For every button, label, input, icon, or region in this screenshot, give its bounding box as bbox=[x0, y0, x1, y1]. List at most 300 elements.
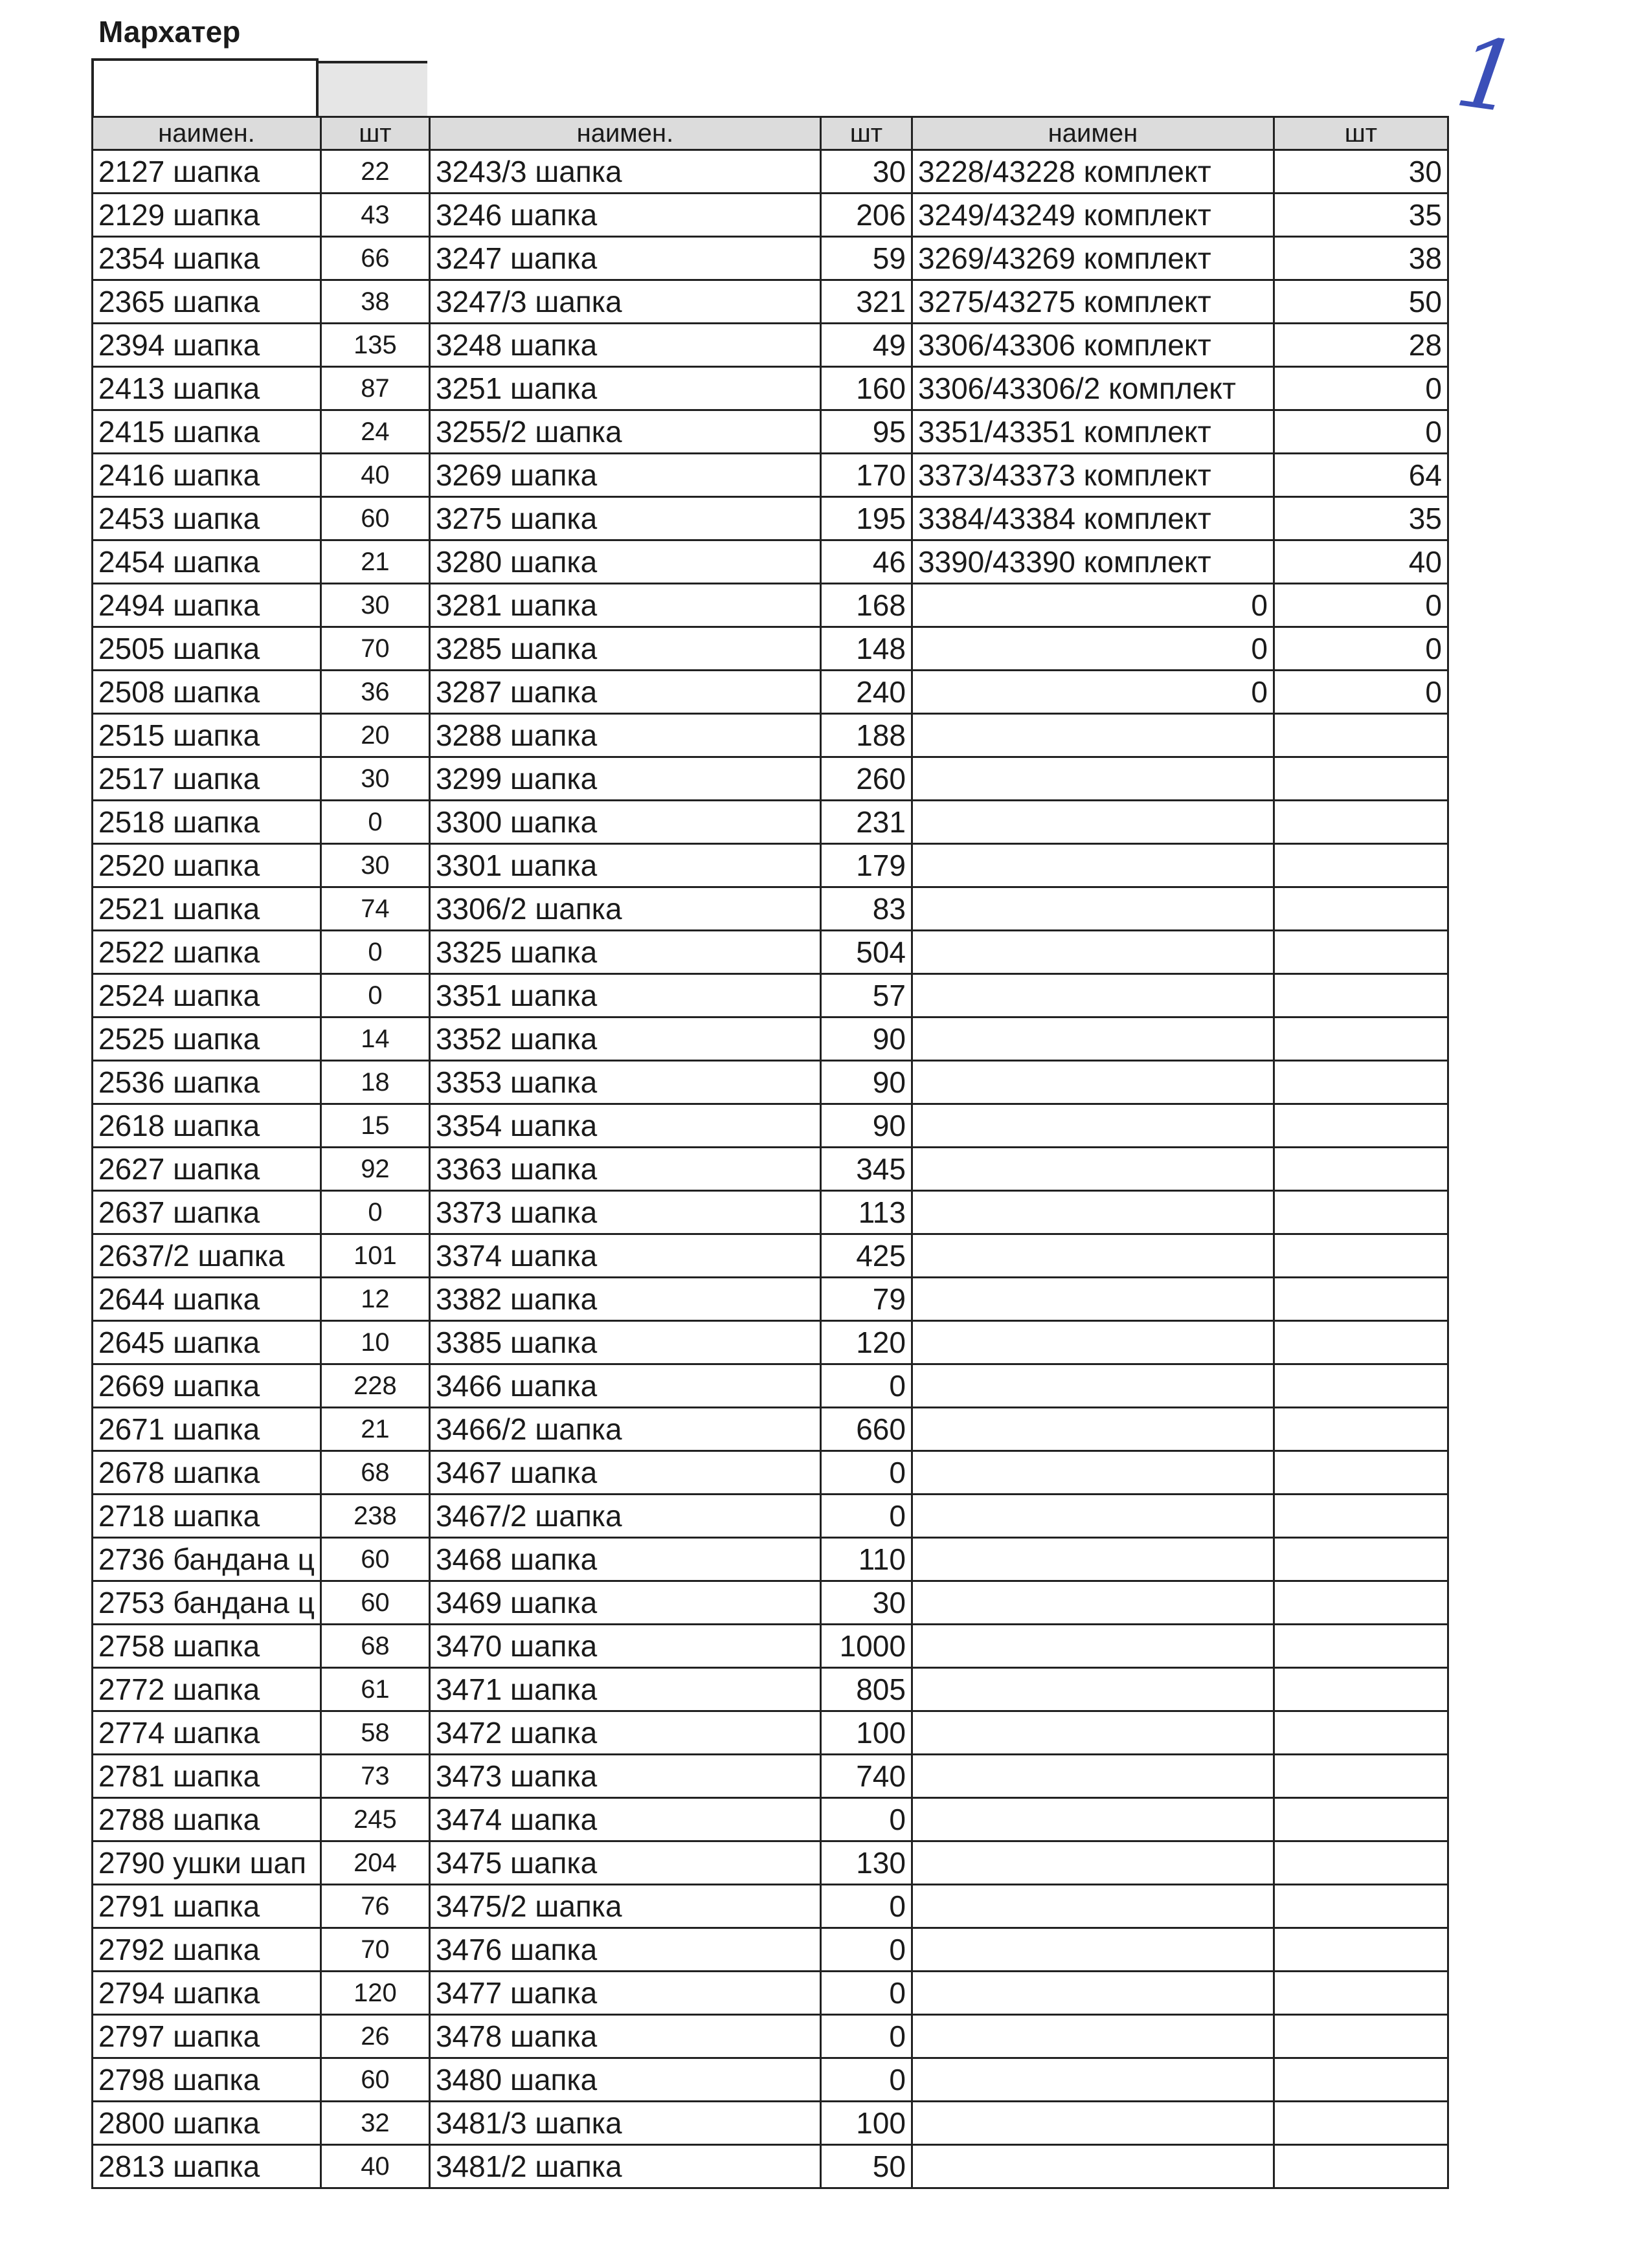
cell-name-2: 3285 шапка bbox=[429, 627, 820, 671]
cell-qty-1: 58 bbox=[320, 1711, 429, 1755]
cell-name-1: 2637 шапка bbox=[93, 1191, 321, 1234]
table-row bbox=[93, 540, 1448, 584]
cell-name-2: 3470 шапка bbox=[429, 1625, 820, 1668]
cell-qty-2: 206 bbox=[820, 194, 912, 237]
cell-name-3: 3275/43275 комплект bbox=[912, 280, 1274, 324]
cell-qty-2: 148 bbox=[820, 627, 912, 671]
table-row bbox=[93, 1581, 1448, 1625]
cell-qty-1: 10 bbox=[320, 1321, 429, 1364]
cell-name-2: 3473 шапка bbox=[429, 1755, 820, 1798]
cell-qty-3 bbox=[1274, 887, 1448, 931]
table-row bbox=[93, 1364, 1448, 1408]
cell-qty-3 bbox=[1274, 1885, 1448, 1928]
cell-name-1: 2772 шапка bbox=[93, 1668, 321, 1711]
cell-qty-2: 120 bbox=[820, 1321, 912, 1364]
cell-name-2: 3251 шапка bbox=[429, 367, 820, 410]
cell-qty-3 bbox=[1274, 2015, 1448, 2058]
cell-qty-2: 240 bbox=[820, 671, 912, 714]
table-row bbox=[93, 974, 1448, 1017]
table-row bbox=[93, 1711, 1448, 1755]
cell-name-1: 2669 шапка bbox=[93, 1364, 321, 1408]
cell-name-2: 3351 шапка bbox=[429, 974, 820, 1017]
cell-name-2: 3354 шапка bbox=[429, 1104, 820, 1148]
header-name-1: наимен. bbox=[93, 117, 321, 150]
cell-qty-1: 60 bbox=[320, 1581, 429, 1625]
table-body bbox=[93, 150, 1448, 2188]
cell-qty-3: 0 bbox=[1274, 671, 1448, 714]
cell-qty-1: 228 bbox=[320, 1364, 429, 1408]
cell-qty-1: 135 bbox=[320, 324, 429, 367]
cell-name-1: 2790 ушки шап bbox=[93, 1841, 321, 1885]
table-row bbox=[93, 584, 1448, 627]
cell-qty-3: 0 bbox=[1274, 367, 1448, 410]
table-row bbox=[93, 757, 1448, 801]
cell-qty-2: 0 bbox=[820, 1451, 912, 1495]
cell-qty-1: 70 bbox=[320, 1928, 429, 1972]
cell-name-3: 3249/43249 комплект bbox=[912, 194, 1274, 237]
cell-qty-1: 40 bbox=[320, 454, 429, 497]
cell-name-3 bbox=[912, 844, 1274, 887]
cell-name-2: 3478 шапка bbox=[429, 2015, 820, 2058]
cell-qty-1: 15 bbox=[320, 1104, 429, 1148]
cell-name-1: 2794 шапка bbox=[93, 1972, 321, 2015]
cell-qty-3: 0 bbox=[1274, 410, 1448, 454]
cell-name-3 bbox=[912, 974, 1274, 1017]
cell-qty-1: 76 bbox=[320, 1885, 429, 1928]
cell-name-1: 2792 шапка bbox=[93, 1928, 321, 1972]
cell-qty-2: 83 bbox=[820, 887, 912, 931]
cell-qty-3 bbox=[1274, 1061, 1448, 1104]
table-row bbox=[93, 2102, 1448, 2145]
table-row bbox=[93, 1148, 1448, 1191]
cell-name-3: 3384/43384 комплект bbox=[912, 497, 1274, 540]
cell-qty-2: 79 bbox=[820, 1278, 912, 1321]
cell-name-2: 3352 шапка bbox=[429, 1017, 820, 1061]
cell-name-1: 2781 шапка bbox=[93, 1755, 321, 1798]
cell-name-2: 3299 шапка bbox=[429, 757, 820, 801]
cell-qty-1: 60 bbox=[320, 497, 429, 540]
cell-qty-2: 805 bbox=[820, 1668, 912, 1711]
cell-name-2: 3477 шапка bbox=[429, 1972, 820, 2015]
cell-qty-3 bbox=[1274, 1017, 1448, 1061]
cell-name-2: 3353 шапка bbox=[429, 1061, 820, 1104]
cell-qty-2: 57 bbox=[820, 974, 912, 1017]
cell-name-3: 3269/43269 комплект bbox=[912, 237, 1274, 280]
cell-qty-3: 38 bbox=[1274, 237, 1448, 280]
cell-name-1: 2394 шапка bbox=[93, 324, 321, 367]
cell-name-3 bbox=[912, 1538, 1274, 1581]
cell-name-1: 2413 шапка bbox=[93, 367, 321, 410]
cell-name-2: 3474 шапка bbox=[429, 1798, 820, 1841]
cell-qty-2: 113 bbox=[820, 1191, 912, 1234]
cell-qty-1: 0 bbox=[320, 974, 429, 1017]
cell-qty-2: 90 bbox=[820, 1017, 912, 1061]
cell-qty-3 bbox=[1274, 1668, 1448, 1711]
cell-name-2: 3476 шапка bbox=[429, 1928, 820, 1972]
cell-name-1: 2536 шапка bbox=[93, 1061, 321, 1104]
cell-name-3 bbox=[912, 801, 1274, 844]
cell-qty-3 bbox=[1274, 931, 1448, 974]
cell-qty-1: 32 bbox=[320, 2102, 429, 2145]
cell-name-1: 2129 шапка bbox=[93, 194, 321, 237]
header-qty-1: шт bbox=[320, 117, 429, 150]
cell-qty-2: 660 bbox=[820, 1408, 912, 1451]
cell-name-3 bbox=[912, 1668, 1274, 1711]
table-row bbox=[93, 1538, 1448, 1581]
cell-name-1: 2797 шапка bbox=[93, 2015, 321, 2058]
table-row bbox=[93, 454, 1448, 497]
cell-qty-1: 12 bbox=[320, 1278, 429, 1321]
cell-name-2: 3246 шапка bbox=[429, 194, 820, 237]
cell-qty-1: 14 bbox=[320, 1017, 429, 1061]
cell-qty-2: 0 bbox=[820, 1495, 912, 1538]
cell-qty-2: 130 bbox=[820, 1841, 912, 1885]
cell-name-2: 3288 шапка bbox=[429, 714, 820, 757]
cell-name-2: 3472 шапка bbox=[429, 1711, 820, 1755]
cell-name-3 bbox=[912, 1451, 1274, 1495]
table-row bbox=[93, 627, 1448, 671]
cell-qty-3 bbox=[1274, 2058, 1448, 2102]
cell-qty-3 bbox=[1274, 1191, 1448, 1234]
cell-qty-2: 321 bbox=[820, 280, 912, 324]
cell-qty-1: 66 bbox=[320, 237, 429, 280]
cell-name-3 bbox=[912, 1495, 1274, 1538]
cell-qty-2: 179 bbox=[820, 844, 912, 887]
cell-name-3 bbox=[912, 887, 1274, 931]
cell-qty-2: 195 bbox=[820, 497, 912, 540]
cell-qty-2: 1000 bbox=[820, 1625, 912, 1668]
cell-name-1: 2718 шапка bbox=[93, 1495, 321, 1538]
cell-qty-1: 21 bbox=[320, 1408, 429, 1451]
cell-name-2: 3248 шапка bbox=[429, 324, 820, 367]
cell-name-3 bbox=[912, 2015, 1274, 2058]
cell-qty-2: 168 bbox=[820, 584, 912, 627]
cell-name-1: 2508 шапка bbox=[93, 671, 321, 714]
cell-qty-3 bbox=[1274, 1711, 1448, 1755]
cell-name-2: 3475 шапка bbox=[429, 1841, 820, 1885]
cell-qty-1: 245 bbox=[320, 1798, 429, 1841]
table-row bbox=[93, 1928, 1448, 1972]
cell-name-1: 2637/2 шапка bbox=[93, 1234, 321, 1278]
cell-qty-2: 0 bbox=[820, 1928, 912, 1972]
cell-qty-3 bbox=[1274, 1581, 1448, 1625]
cell-name-3 bbox=[912, 1061, 1274, 1104]
cell-qty-1: 60 bbox=[320, 1538, 429, 1581]
table-row bbox=[93, 1755, 1448, 1798]
cell-qty-3: 35 bbox=[1274, 194, 1448, 237]
table-row bbox=[93, 2015, 1448, 2058]
cell-name-1: 2524 шапка bbox=[93, 974, 321, 1017]
cell-qty-1: 30 bbox=[320, 844, 429, 887]
cell-qty-1: 0 bbox=[320, 1191, 429, 1234]
cell-qty-3: 28 bbox=[1274, 324, 1448, 367]
table-row bbox=[93, 844, 1448, 887]
cell-name-1: 2494 шапка bbox=[93, 584, 321, 627]
cell-name-2: 3467/2 шапка bbox=[429, 1495, 820, 1538]
cell-qty-1: 87 bbox=[320, 367, 429, 410]
table-row bbox=[93, 237, 1448, 280]
cell-name-1: 2758 шапка bbox=[93, 1625, 321, 1668]
cell-qty-3 bbox=[1274, 1495, 1448, 1538]
cell-qty-2: 59 bbox=[820, 237, 912, 280]
table-row bbox=[93, 1017, 1448, 1061]
cell-name-1: 2678 шапка bbox=[93, 1451, 321, 1495]
cell-qty-2: 740 bbox=[820, 1755, 912, 1798]
cell-qty-1: 73 bbox=[320, 1755, 429, 1798]
cell-qty-3 bbox=[1274, 757, 1448, 801]
cell-name-1: 2127 шапка bbox=[93, 150, 321, 194]
cell-name-2: 3467 шапка bbox=[429, 1451, 820, 1495]
table-row bbox=[93, 150, 1448, 194]
cell-name-1: 2618 шапка bbox=[93, 1104, 321, 1148]
cell-qty-2: 160 bbox=[820, 367, 912, 410]
cell-name-1: 2520 шапка bbox=[93, 844, 321, 887]
cell-qty-1: 38 bbox=[320, 280, 429, 324]
cell-name-2: 3469 шапка bbox=[429, 1581, 820, 1625]
cell-qty-3 bbox=[1274, 2102, 1448, 2145]
cell-name-3: 0 bbox=[912, 584, 1274, 627]
inventory-table bbox=[91, 116, 1449, 2189]
cell-name-3 bbox=[912, 931, 1274, 974]
cell-name-1: 2627 шапка bbox=[93, 1148, 321, 1191]
cell-qty-1: 20 bbox=[320, 714, 429, 757]
cell-qty-3 bbox=[1274, 1538, 1448, 1581]
cell-name-2: 3275 шапка bbox=[429, 497, 820, 540]
cell-name-3 bbox=[912, 2145, 1274, 2188]
cell-name-1: 2521 шапка bbox=[93, 887, 321, 931]
cell-qty-3 bbox=[1274, 1148, 1448, 1191]
cell-name-1: 2813 шапка bbox=[93, 2145, 321, 2188]
cell-qty-1: 18 bbox=[320, 1061, 429, 1104]
cell-qty-2: 49 bbox=[820, 324, 912, 367]
cell-qty-3: 50 bbox=[1274, 280, 1448, 324]
cell-name-3 bbox=[912, 2102, 1274, 2145]
handwritten-page-number: 1 bbox=[1449, 16, 1527, 136]
cell-name-1: 2525 шапка bbox=[93, 1017, 321, 1061]
cell-qty-1: 26 bbox=[320, 2015, 429, 2058]
cell-name-2: 3382 шапка bbox=[429, 1278, 820, 1321]
cell-qty-2: 260 bbox=[820, 757, 912, 801]
cell-qty-3: 40 bbox=[1274, 540, 1448, 584]
cell-name-3: 3228/43228 комплект bbox=[912, 150, 1274, 194]
cell-name-2: 3269 шапка bbox=[429, 454, 820, 497]
cell-qty-1: 0 bbox=[320, 801, 429, 844]
table-row bbox=[93, 1495, 1448, 1538]
cell-name-3 bbox=[912, 1191, 1274, 1234]
cell-name-2: 3373 шапка bbox=[429, 1191, 820, 1234]
cell-qty-2: 95 bbox=[820, 410, 912, 454]
cell-qty-2: 46 bbox=[820, 540, 912, 584]
cell-qty-3 bbox=[1274, 1625, 1448, 1668]
header-qty-3: шт bbox=[1274, 117, 1448, 150]
cell-name-1: 2518 шапка bbox=[93, 801, 321, 844]
table-row bbox=[93, 410, 1448, 454]
cell-name-1: 2365 шапка bbox=[93, 280, 321, 324]
cell-qty-2: 100 bbox=[820, 2102, 912, 2145]
table-row bbox=[93, 1234, 1448, 1278]
cell-name-3 bbox=[912, 1885, 1274, 1928]
table-row bbox=[93, 1278, 1448, 1321]
cell-name-2: 3481/3 шапка bbox=[429, 2102, 820, 2145]
cell-name-1: 2453 шапка bbox=[93, 497, 321, 540]
cell-qty-1: 36 bbox=[320, 671, 429, 714]
cell-name-3 bbox=[912, 2058, 1274, 2102]
cell-name-3 bbox=[912, 1364, 1274, 1408]
table-row bbox=[93, 2145, 1448, 2188]
table-row bbox=[93, 1625, 1448, 1668]
cell-name-1: 2736 бандана ц bbox=[93, 1538, 321, 1581]
table-row bbox=[93, 497, 1448, 540]
cell-qty-1: 43 bbox=[320, 194, 429, 237]
cell-qty-2: 90 bbox=[820, 1104, 912, 1148]
cell-name-1: 2454 шапка bbox=[93, 540, 321, 584]
cell-name-1: 2788 шапка bbox=[93, 1798, 321, 1841]
cell-qty-3 bbox=[1274, 801, 1448, 844]
cell-name-3 bbox=[912, 1711, 1274, 1755]
cell-name-2: 3301 шапка bbox=[429, 844, 820, 887]
table-row bbox=[93, 2058, 1448, 2102]
cell-name-3: 3373/43373 комплект bbox=[912, 454, 1274, 497]
table-row bbox=[93, 1885, 1448, 1928]
cell-name-3 bbox=[912, 1408, 1274, 1451]
cell-name-2: 3280 шапка bbox=[429, 540, 820, 584]
table-row bbox=[93, 1191, 1448, 1234]
cell-name-2: 3300 шапка bbox=[429, 801, 820, 844]
cell-qty-1: 0 bbox=[320, 931, 429, 974]
cell-name-1: 2791 шапка bbox=[93, 1885, 321, 1928]
cell-qty-1: 61 bbox=[320, 1668, 429, 1711]
cell-name-2: 3475/2 шапка bbox=[429, 1885, 820, 1928]
header-name-3: наимен bbox=[912, 117, 1274, 150]
cell-name-2: 3325 шапка bbox=[429, 931, 820, 974]
table-row bbox=[93, 931, 1448, 974]
cell-qty-3 bbox=[1274, 1928, 1448, 1972]
cell-qty-1: 68 bbox=[320, 1451, 429, 1495]
cell-qty-2: 170 bbox=[820, 454, 912, 497]
cell-qty-2: 0 bbox=[820, 1364, 912, 1408]
cell-name-2: 3480 шапка bbox=[429, 2058, 820, 2102]
cell-qty-2: 50 bbox=[820, 2145, 912, 2188]
table-row bbox=[93, 324, 1448, 367]
cell-name-3 bbox=[912, 1234, 1274, 1278]
cell-qty-3 bbox=[1274, 1451, 1448, 1495]
cell-qty-3: 64 bbox=[1274, 454, 1448, 497]
cell-name-1: 2644 шапка bbox=[93, 1278, 321, 1321]
cell-name-3: 0 bbox=[912, 627, 1274, 671]
cell-name-3 bbox=[912, 1841, 1274, 1885]
cell-qty-3: 0 bbox=[1274, 584, 1448, 627]
cell-qty-2: 90 bbox=[820, 1061, 912, 1104]
cell-name-1: 2416 шапка bbox=[93, 454, 321, 497]
cell-qty-2: 231 bbox=[820, 801, 912, 844]
cell-qty-1: 30 bbox=[320, 757, 429, 801]
cell-qty-2: 30 bbox=[820, 1581, 912, 1625]
cell-qty-3 bbox=[1274, 714, 1448, 757]
cell-name-1: 2774 шапка bbox=[93, 1711, 321, 1755]
cell-name-3 bbox=[912, 1278, 1274, 1321]
cell-name-2: 3471 шапка bbox=[429, 1668, 820, 1711]
cell-qty-3: 30 bbox=[1274, 150, 1448, 194]
cell-name-2: 3466 шапка bbox=[429, 1364, 820, 1408]
cell-qty-3 bbox=[1274, 1408, 1448, 1451]
cell-name-1: 2415 шапка bbox=[93, 410, 321, 454]
cell-name-1: 2671 шапка bbox=[93, 1408, 321, 1451]
cell-name-3 bbox=[912, 757, 1274, 801]
cell-name-1: 2515 шапка bbox=[93, 714, 321, 757]
table-row bbox=[93, 1321, 1448, 1364]
cell-qty-3 bbox=[1274, 2145, 1448, 2188]
cell-name-3 bbox=[912, 1148, 1274, 1191]
table-row bbox=[93, 367, 1448, 410]
cell-qty-1: 120 bbox=[320, 1972, 429, 2015]
cell-name-3 bbox=[912, 1755, 1274, 1798]
cell-qty-1: 204 bbox=[320, 1841, 429, 1885]
cell-name-1: 2645 шапка bbox=[93, 1321, 321, 1364]
cell-qty-2: 0 bbox=[820, 1972, 912, 2015]
cell-name-3 bbox=[912, 1625, 1274, 1668]
cell-name-2: 3255/2 шапка bbox=[429, 410, 820, 454]
cell-qty-2: 188 bbox=[820, 714, 912, 757]
cell-qty-2: 345 bbox=[820, 1148, 912, 1191]
cell-qty-1: 60 bbox=[320, 2058, 429, 2102]
cell-name-1: 2753 бандана ц bbox=[93, 1581, 321, 1625]
cell-qty-3 bbox=[1274, 1234, 1448, 1278]
table-row bbox=[93, 280, 1448, 324]
cell-qty-2: 0 bbox=[820, 2015, 912, 2058]
table-row bbox=[93, 1798, 1448, 1841]
cell-qty-1: 30 bbox=[320, 584, 429, 627]
cell-qty-1: 92 bbox=[320, 1148, 429, 1191]
empty-header-cell bbox=[91, 58, 319, 116]
cell-qty-1: 238 bbox=[320, 1495, 429, 1538]
cell-name-2: 3374 шапка bbox=[429, 1234, 820, 1278]
cell-name-2: 3243/3 шапка bbox=[429, 150, 820, 194]
cell-name-1: 2517 шапка bbox=[93, 757, 321, 801]
cell-name-2: 3306/2 шапка bbox=[429, 887, 820, 931]
cell-name-3: 0 bbox=[912, 671, 1274, 714]
cell-qty-3 bbox=[1274, 1278, 1448, 1321]
cell-name-1: 2505 шапка bbox=[93, 627, 321, 671]
document-title: Мархатер bbox=[98, 15, 241, 49]
cell-name-2: 3247/3 шапка bbox=[429, 280, 820, 324]
table-row bbox=[93, 1972, 1448, 2015]
cell-name-3: 3306/43306 комплект bbox=[912, 324, 1274, 367]
table-row bbox=[93, 194, 1448, 237]
cell-name-2: 3481/2 шапка bbox=[429, 2145, 820, 2188]
cell-name-2: 3385 шапка bbox=[429, 1321, 820, 1364]
table-row bbox=[93, 1451, 1448, 1495]
table-row bbox=[93, 801, 1448, 844]
cell-name-1: 2798 шапка bbox=[93, 2058, 321, 2102]
cell-name-3 bbox=[912, 1321, 1274, 1364]
table-row bbox=[93, 671, 1448, 714]
cell-name-3 bbox=[912, 1104, 1274, 1148]
cell-qty-3 bbox=[1274, 1841, 1448, 1885]
cell-name-1: 2800 шапка bbox=[93, 2102, 321, 2145]
cell-qty-2: 30 bbox=[820, 150, 912, 194]
table-row bbox=[93, 1104, 1448, 1148]
header-name-2: наимен. bbox=[429, 117, 820, 150]
cell-name-3 bbox=[912, 1972, 1274, 2015]
cell-name-3 bbox=[912, 714, 1274, 757]
table-row bbox=[93, 1841, 1448, 1885]
cell-qty-3 bbox=[1274, 1972, 1448, 2015]
table-row bbox=[93, 714, 1448, 757]
cell-qty-3 bbox=[1274, 974, 1448, 1017]
cell-name-1: 2354 шапка bbox=[93, 237, 321, 280]
cell-name-3: 3351/43351 комплект bbox=[912, 410, 1274, 454]
cell-name-3 bbox=[912, 1928, 1274, 1972]
